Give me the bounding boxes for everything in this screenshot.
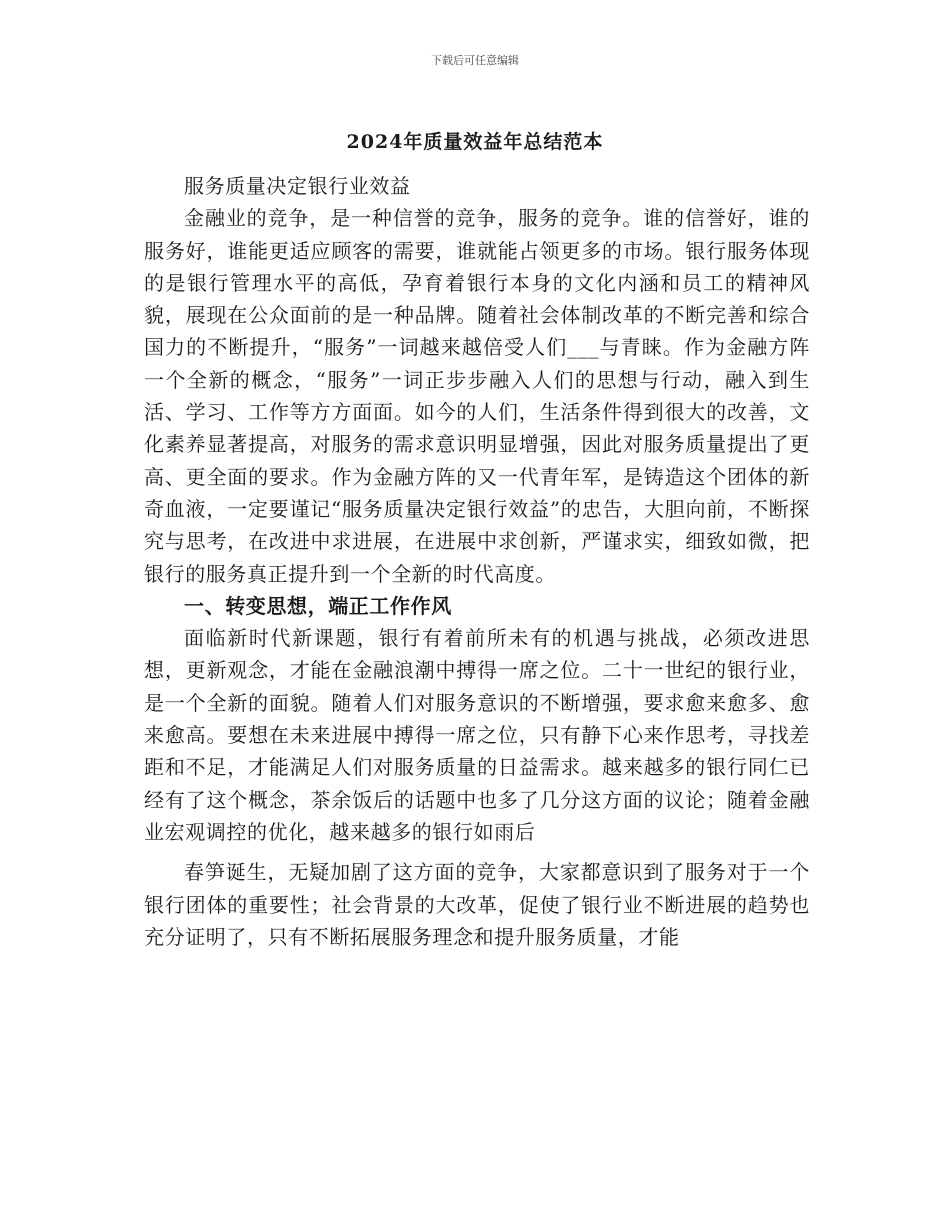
body-paragraph: 面临新时代新课题，银行有着前所未有的机遇与挑战，必须改进思想，更新观念，才能在金融浪潮中搏得一席之位。二十一世纪的银行业，是一个全新的面貌。随着人们对服务意识的不断增强，要求愈来愈多、愈来愈高。要想在未来进展中搏得一席之位，只有静下心来作思考，寻找差距和不足，才能满足人们对服务质量的日益需求。越来越多的银行同仁已经有了这个概念，茶余饭后的话题中也多了几分这方面的议论；随着金融业宏观调控的优化，越来越多的银行如雨后 [144, 626, 810, 844]
document-title: 2024年质量效益年总结范本 [346, 131, 604, 153]
document-body [144, 170, 810, 953]
body-paragraph: 春笋诞生，无疑加剧了这方面的竞争，大家都意识到了服务对于一个银行团体的重要性；社会背景的大改革，促使了银行业不断进展的趋势也充分证明了，只有不断拓展服务理念和提升服务质量，才能 [144, 860, 810, 949]
section-heading: 一、转变思想，端正工作作风 [184, 593, 452, 618]
page-header-note: 下载后可任意编辑 [431, 54, 519, 67]
subtitle-paragraph: 服务质量决定银行业效益 [184, 174, 411, 198]
body-paragraph: 金融业的竞争，是一种信誉的竞争，服务的竞争。谁的信誉好，谁的服务好，谁能更适应顾客的需要，谁就能占领更多的市场。银行服务体现的是银行管理水平的高低，孕育着银行本身的文化内涵和员工的精神风貌，展现在公众面前的是一种品牌。随着社会体制改革的不断完善和综合国力的不断提升，“服务”一词越来越倍受人们___与青睐。作为金融方阵一个全新的概念，“服务”一词正步步融入人们的思想与行动，融入到生活、学习、工作等方方面面。如今的人们，生活条件得到很大的改善，文化素养显著提高，对服务的需求意识明显增强，因此对服务质量提出了更高、更全面的要求。作为金融方阵的又一代青年军，是铸造这个团体的新奇血液，一定要谨记“服务质量决定银行效益”的忠告，大胆向前，不断探究与思考，在改进中求进展，在进展中求创新，严谨求实，细致如微，把银行的服务真正提升到一个全新的时代高度。 [144, 206, 810, 586]
